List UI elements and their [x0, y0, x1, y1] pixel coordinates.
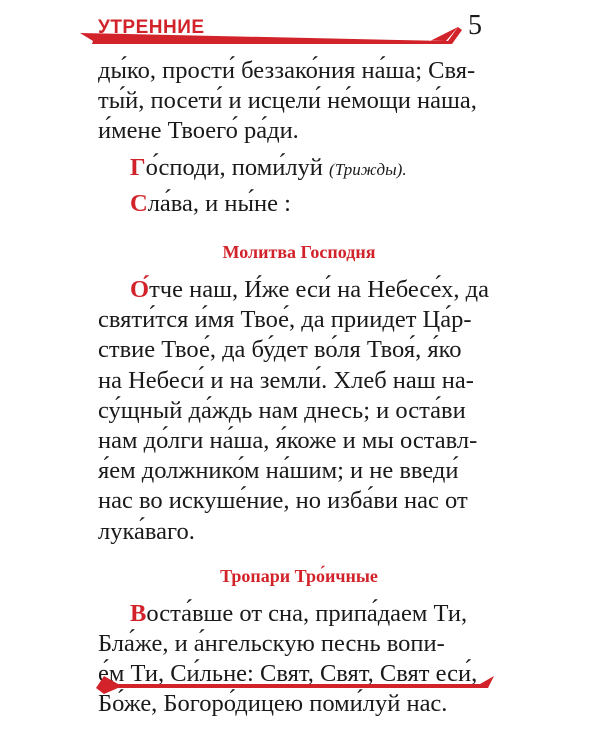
page-header	[0, 0, 600, 60]
kyrie-note: (Трижды).	[329, 159, 407, 179]
intro-line-3: и́мене Твоего́ ра́ди.	[98, 117, 299, 145]
prayer-line-8: нас во искуше́ние, но изба́ви нас от	[98, 487, 468, 515]
footer-rule-ornament	[0, 672, 600, 702]
header-rule-ornament	[0, 0, 600, 60]
running-head: УТРЕННИЕ	[98, 17, 205, 38]
prayer-initial: О́	[130, 276, 150, 304]
prayer-line-3: ствие Твое́, да бу́дет во́ля Твоя́, я́ко	[98, 336, 462, 364]
glory-line	[98, 189, 500, 219]
prayer-line-6: нам до́лги на́ша, я́коже и мы оставл-	[98, 427, 478, 455]
prayer-line-5: су́щный да́ждь нам днесь; и оста́ви	[98, 396, 466, 424]
glory-text: ла́ва, и ны́не :	[147, 189, 291, 217]
troparia-line-1	[98, 599, 500, 629]
troparia-first-line-text: оста́вше от сна, припа́даем Ти,	[146, 599, 468, 627]
prayer-line-4: на Небеси́ и на земли́. Хлеб наш на-	[98, 366, 474, 394]
kyrie-text: о́споди, поми́луй	[145, 153, 330, 181]
footer-rule-line	[96, 676, 494, 694]
kyrie-initial: Г	[130, 153, 146, 181]
intro-line-2: ты́й, посети́ и исцели́ не́мощи на́ша,	[98, 87, 477, 115]
prayer-paragraph	[98, 275, 500, 547]
prayer-line-1	[98, 275, 500, 305]
prayer-first-line-text: тче наш, И́же еси́ на Небесе́х, да	[149, 276, 489, 304]
intro-paragraph	[98, 56, 500, 147]
glory-initial: С	[130, 189, 148, 217]
prayer-line-7: я́ем должнико́м на́шим; и не введи́	[98, 457, 459, 485]
prayer-line-9: лука́ваго.	[98, 517, 195, 545]
kyrie-line	[98, 153, 500, 185]
troparia-line-4: Бо́же, Богоро́дицею поми́луй нас.	[98, 690, 448, 718]
intro-line-1: ды́ко, прости́ беззако́ния на́ша; Свя-	[98, 57, 476, 84]
page-text	[98, 56, 500, 720]
troparia-initial: В	[130, 599, 147, 627]
troparia-title: Тропари Тро́ичные	[220, 565, 378, 586]
page-number: 5	[468, 10, 482, 41]
troparia-line-3: е́м Ти, Си́льне: Свят, Свят, Свят еси́,	[98, 660, 478, 688]
troparia-line-2: Бла́же, и а́нгельскую песнь вопи-	[98, 630, 445, 658]
prayer-title: Молитва Господня	[222, 242, 376, 263]
prayer-line-2: святи́тся и́мя Твое́, да приидет Ца́р-	[98, 306, 472, 334]
